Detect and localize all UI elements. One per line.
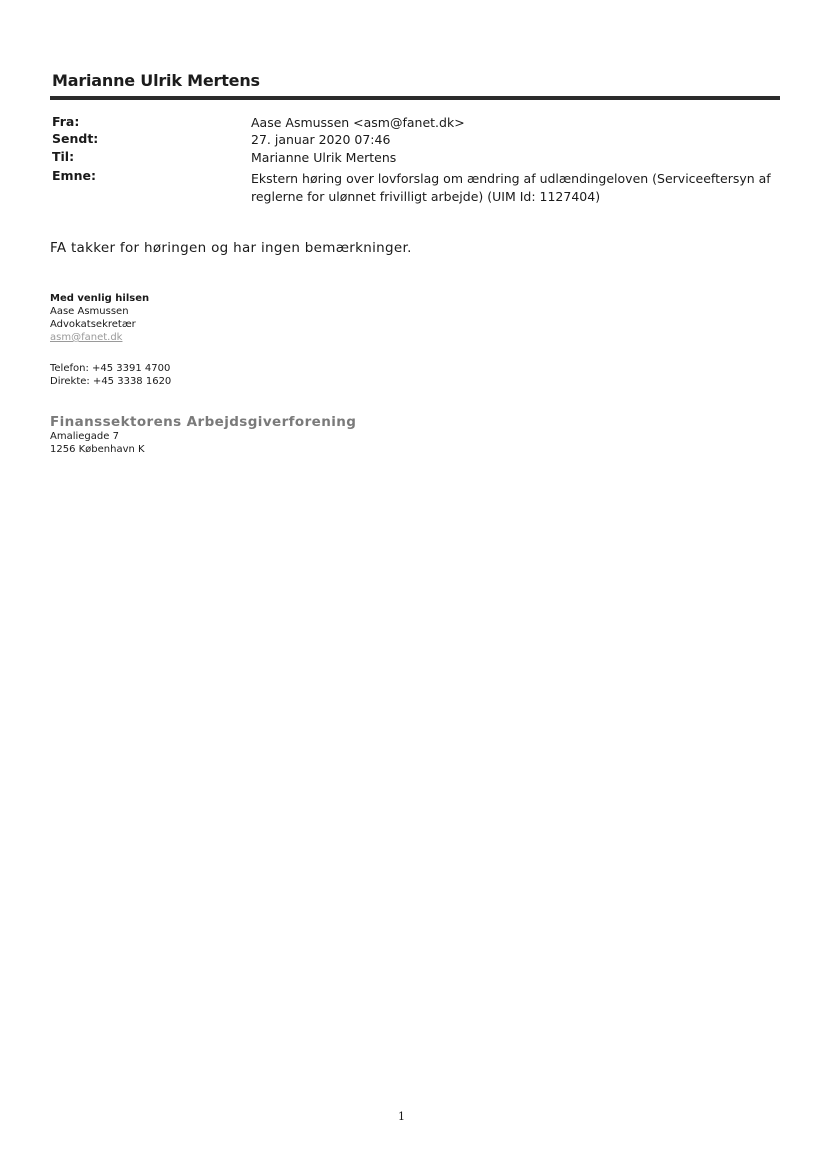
signature-greeting: Med venlig hilsen [50, 293, 150, 304]
company-address [50, 430, 145, 456]
signature-title: Advokatsekretær [50, 319, 136, 330]
company-name: Finanssektorens Arbejdsgiverforening [50, 414, 357, 430]
contact-block [50, 362, 171, 388]
to-label: Til: [52, 149, 75, 164]
subject-value: Ekstern høring over lovforslag om ændring af udlændingeloven (Serviceeftersyn af reglerne for ulønnet frivilligt arbejde) (UIM Id: 1127404) [251, 171, 771, 204]
from-value: Aase Asmussen <asm@fanet.dk> [251, 115, 465, 130]
signature-name: Aase Asmussen [50, 306, 129, 317]
signature-email-link[interactable]: asm@fanet.dk [50, 332, 123, 343]
sent-value: 27. januar 2020 07:46 [251, 132, 391, 147]
direct-number: Direkte: +45 3338 1620 [50, 376, 172, 387]
header-divider [50, 96, 780, 100]
mailbox-owner-name: Marianne Ulrik Mertens [52, 71, 260, 90]
phone-number: Telefon: +45 3391 4700 [50, 363, 171, 374]
address-street: Amaliegade 7 [50, 431, 119, 442]
address-city: 1256 København K [50, 444, 145, 455]
page-number: 1 [398, 1110, 405, 1123]
signature-block [50, 292, 149, 344]
email-body: FA takker for høringen og har ingen bemærkninger. [50, 240, 412, 256]
from-label: Fra: [52, 114, 80, 129]
subject-label: Emne: [52, 168, 96, 183]
sent-label: Sendt: [52, 131, 99, 146]
to-value: Marianne Ulrik Mertens [251, 150, 397, 165]
